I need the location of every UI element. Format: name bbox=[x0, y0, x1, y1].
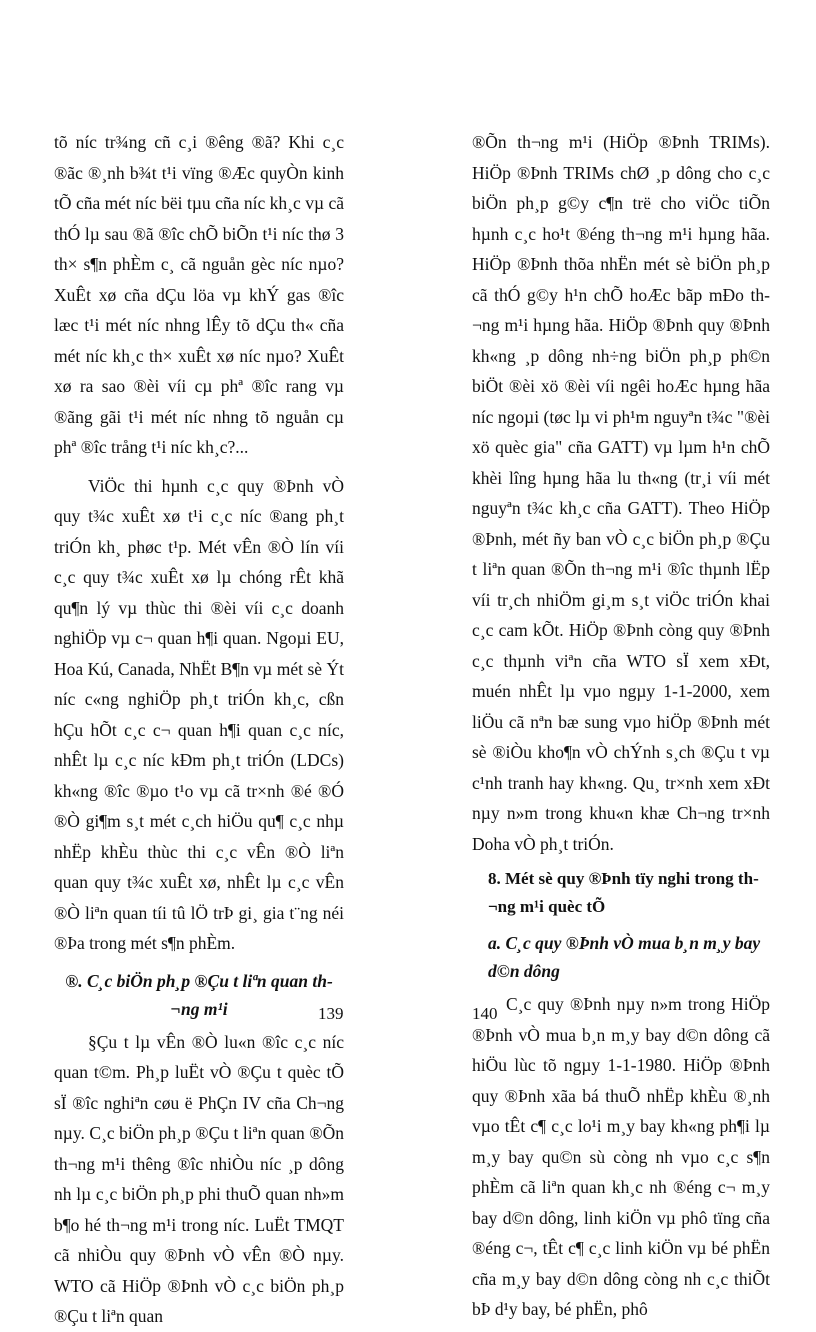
section-heading-optional-rules: 8. Mét sè quy ®Þnh tïy nghi trong th¬ng m¹i quèc tÕ bbox=[488, 869, 759, 916]
subheading-civil-aircraft: a. C¸c quy ®Þnh vÒ mua b¸n m¸y bay d©n dông bbox=[488, 933, 761, 981]
paragraph-trims-agreement: ®Õn th¬ng m¹i (HiÖp ®Þnh TRIMs). HiÖp ®Þnh TRIMs chØ ¸p dông cho c¸c biÖn ph¸p g©y c¶n trë cho viÖc tiÕn hµnh c¸c ho¹t ®éng th¬ng m¹i hµng hãa. HiÖp ®Þnh thõa nhËn mét sè biÖn ph¸p cã thÓ g©y h¹n chÕ hoÆc bãp mÐo th¬ng m¹i hµng hãa. HiÖp ®Þnh quy ®Þnh kh«ng ¸p dông nh÷ng biÖn ph¸p ph©n biÖt ®èi xö ®èi víi ngêi hoÆc hµng hãa níc ngoµi (tøc lµ vi ph¹m nguyªn t¾c "®èi xö quèc gia" cña GATT) vµ lµm h¹n chÕ khèi lîng hµng hãa lu th«ng (tr¸i víi mét nguyªn t¾c kh¸c cña GATT). Theo HiÖp ®Þnh, mét ñy ban vÒ c¸c biÖn ph¸p ®Çu t liªn quan ®Õn th¬ng m¹i ®îc thµnh lËp víi tr¸ch nhiÖm gi¸m s¸t viÖc triÓn khai c¸c cam kÕt. HiÖp ®Þnh còng quy ®Þnh c¸c thµnh viªn cña WTO sÏ xem xÐt, muén nhÊt lµ vµo ngµy 1-1-2000, xem liÖu cã nªn bæ sung vµo hiÖp ®Þnh mét sè ®iÒu kho¶n vÒ chÝnh s¸ch ®Çu t vµ c¹nh tranh hay kh«ng. Qu¸ tr×nh xem xÐt nµy n»m trong khu«n khæ Ch¬ng tr×nh Doha vÒ ph¸t triÓn. bbox=[472, 132, 770, 854]
paragraph-rules-of-origin: ViÖc thi hµnh c¸c quy ®Þnh vÒ quy t¾c xuÊt xø t¹i c¸c níc ®ang ph¸t triÓn kh¸ phøc t¹p. Mét vÊn ®Ò lín víi c¸c quy t¾c xuÊt xø lµ chóng rÊt khã qu¶n lý vµ thùc thi ®èi víi c¸c doanh nghiÖp vµ c¬ quan h¶i quan. Ngoµi EU, Hoa Kú, Canada, NhËt B¶n vµ mét sè Ýt níc c«ng nghiÖp ph¸t triÓn kh¸c, cßn hÇu hÕt c¸c c¬ quan h¶i quan c¸c níc, nhÊt lµ c¸c níc kÐm ph¸t triÓn (LDCs) kh«ng ®îc ®µo t¹o vµ cã tr×nh ®é ®Ó ®Ò gi¶m s¸t mét c¸ch hiÖu qu¶ c¸c nhµ nhËp khÈu thùc thi c¸c vÊn ®Ò liªn quan quy t¾c xuÊt xø, nhÊt lµ c¸c vÊn ®Ò liªn quan tíi tû lÖ trÞ gi¸ gia t¨ng néi ®Þa trong mét s¶n phÈm. bbox=[54, 475, 344, 953]
page-number-left: 139 bbox=[318, 1004, 344, 1023]
paragraph-investment: §Çu t lµ vÊn ®Ò lu«n ®îc c¸c níc quan t©m. Ph¸p luËt vÒ ®Çu t quèc tÕ sÏ ®îc nghiªn cøu ë PhÇn IV cña Ch¬ng nµy. C¸c biÖn ph¸p ®Çu t liªn quan ®Õn th¬ng m¹i thêng ®îc nhiÒu níc ¸p dông nh lµ c¸c biÖn ph¸p phi thuÕ quan nh»m b¶o hé th¬ng m¹i trong níc. LuËt TMQT cã nhiÒu quy ®Þnh vÒ vÊn ®Ò nµy. WTO cã HiÖp ®Þnh vÒ c¸c biÖn ph¸p ®Çu t liªn quan bbox=[54, 1031, 344, 1326]
left-page bbox=[0, 0, 408, 1326]
page-number-right: 140 bbox=[472, 1004, 498, 1023]
paragraph-intro: tõ níc tr¾ng cñ c¸i ®êng ®ã? Khi c¸c ®ãc ®¸nh b¾t t¹i vïng ®Æc quyÒn kinh tÕ cña mét níc bëi tµu cña níc kh¸c vµ cã thÓ lµ sau ®ã ®îc chÕ biÕn t¹i níc thø 3 th× s¶n phÈm c¸ cã nguån gèc níc nµo? XuÊt xø cña dÇu löa vµ khÝ gas ®îc læc t¹i mét níc nhng lÊy tõ dÇu th« cña mét níc kh¸c th× xuÊt xø níc nµo? XuÊt xø ra sao ®èi víi cµ phª ®îc rang vµ ®ãng gãi t¹i mét níc nhng tõ nguån cµ phª ®îc trång t¹i níc kh¸c?... bbox=[54, 132, 344, 457]
left-text-column bbox=[54, 127, 344, 1332]
right-page bbox=[408, 0, 816, 1319]
section-heading-trims: ®. C¸c biÖn ph¸p ®Çu t liªn quan th¬ng m¹i bbox=[65, 970, 333, 1019]
paragraph-civil-aircraft: C¸c quy ®Þnh nµy n»m trong HiÖp ®Þnh vÒ mua b¸n m¸y bay d©n dông cã hiÖu lùc tõ ngµy 1-1-1980. HiÖp ®Þnh quy ®Þnh xãa bá thuÕ nhËp khÈu ®¸nh vµo tÊt c¶ c¸c lo¹i m¸y bay kh«ng ph¶i lµ m¸y bay qu©n sù còng nh vµo c¸c s¶n phÈm cã liªn quan kh¸c nh ®éng c¬ m¸y bay d©n dông, linh kiÖn vµ phô tïng cña ®éng c¬, tÊt c¶ c¸c linh kiÖn vµ bé phËn cña m¸y bay d©n dông còng nh c¸c thiÕt bÞ d¹y bay, bé phËn, phô bbox=[472, 994, 770, 1319]
right-text-column bbox=[472, 127, 770, 1325]
